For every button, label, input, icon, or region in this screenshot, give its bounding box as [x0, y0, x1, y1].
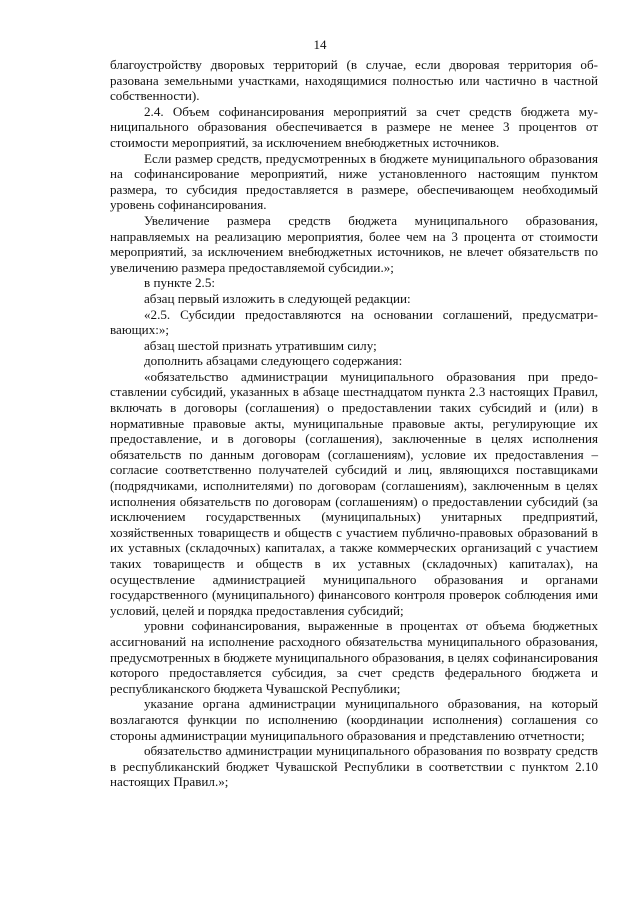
paragraph-sixth-abzac: абзац шестой признать утратившим силу;: [144, 337, 377, 353]
paragraph-first-abzac: абзац первый изложить в следующей редакции:: [144, 290, 411, 306]
paragraph-return-obligation: обязательство администрации муниципального образования по возврату средств в республиканский бюджет Чувашской Республики в соответствии с пунктом 2.10 настоящих Правил.»;: [110, 743, 598, 790]
paragraph-in-point-2-5: в пункте 2.5:: [144, 275, 216, 291]
paragraph-cofinancing-levels: уровни софинансирования, выраженные в процентах от объема бюджетных ассигнований на исполнение расходного обязательства муниципального образования, предусмотренных в бюджете муниципального образования, в целях софинансирования которого предоставляется субсидия, за счет средств федерального бюджета и республиканского бюджета Чувашской Республики;: [110, 618, 598, 696]
paragraph-2-4: 2.4. Объем софинансирования мероприятий за счет средств бюджета муниципального образования обеспечивается в размере не менее 3 процентов от стоимости мероприятий, за исключением внебюджетных источников.: [110, 103, 598, 150]
paragraph-responsible-body: указание органа администрации муниципального образования, на который возлагаются функции по исполнению (координации исполнения) соглашения со стороны администрации муниципального образования и представлению отчетности;: [110, 696, 598, 743]
page-number: 14: [313, 37, 327, 52]
paragraph-supplement: дополнить абзацами следующего содержания:: [144, 353, 403, 369]
paragraph-obligation-administration: «обязательство администрации муниципального образования при предоставлении субсидий, указанных в абзаце шестнадцатом пункта 2.3 настоящих Правил, включать в договоры (соглашения) о предоставлении таких субсидий и (или) в нормативные правовые акты, муниципальные правовые акты, регулирующие их предоставление, и в договоры (соглашения), заключенные в целях исполнения обязательств по данным договорам (соглашениям), условие их предоставления – согласие соответственно получателей субсидий и лиц, являющихся поставщиками (подрядчиками, исполнителями) по договорам (соглашениям), заключенным в целях исполнения обязательств по договорам (соглашениям) о предоставлении субсидий (за исключением государственных (муниципальных) унитарных предприятий, хозяйственных товариществ и обществ с участием публично-правовых образований в их уставных (складочных) капиталах, а также коммерческих организаций с участием таких товариществ и обществ в их уставных (складочных) капиталах), на осуществление администрацией муниципального образования и органами государственного (муниципального) финансового контроля проверок соблюдения ими условий, целей и порядка предоставления субсидий;: [110, 368, 598, 618]
paragraph-continuation: благоустройству дворовых территорий (в случае, если дворовая территория образована земельными участками, находящимися полностью или частично в частной собственности).: [110, 57, 598, 104]
paragraph-2-5-text: «2.5. Субсидии предоставляются на основании соглашений, предусматривающих:»;: [110, 306, 598, 338]
paragraph-increase-funds: Увеличение размера средств бюджета муниципального образования, направляемых на реализацию мероприятия, более чем на 3 процента от стоимости мероприятий, за исключением внебюджетных источников, не влечет обязательств по увеличению размера предоставляемой субсидии.»;: [110, 212, 598, 275]
paragraph-insufficient-funds: Если размер средств, предусмотренных в бюджете муниципального образования на софинансирование мероприятий, ниже установленного настоящим пунктом размера, то субсидия предоставляется в размере, обеспечивающем необходимый уровень софинансирования.: [110, 150, 598, 213]
document-body: [110, 57, 598, 790]
